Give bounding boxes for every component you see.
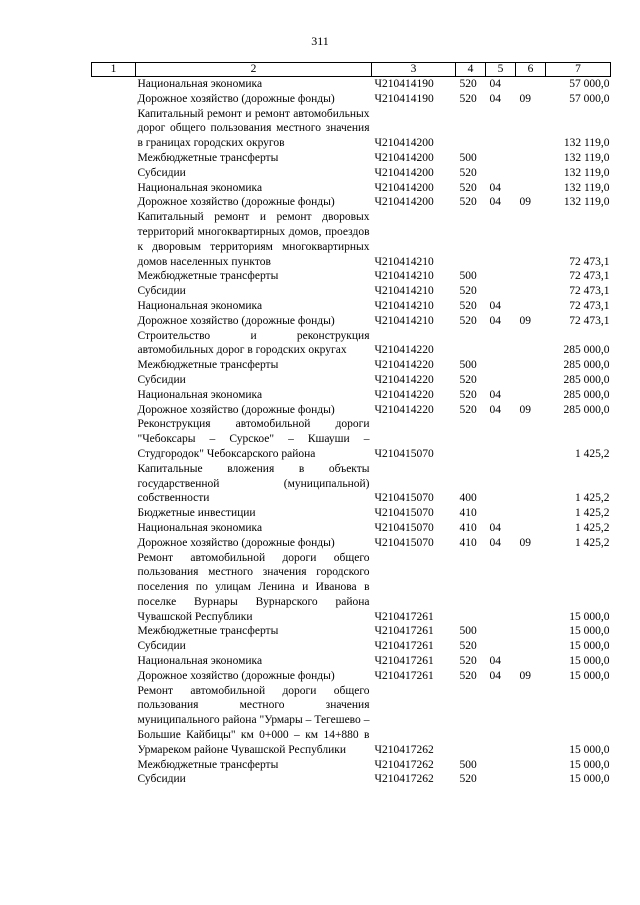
row-rz-cell — [486, 462, 516, 506]
row-pr-cell — [516, 521, 546, 536]
row-rz-cell: 04 — [489, 196, 501, 209]
table-row — [92, 624, 611, 639]
row-vr-cell: 520 — [459, 640, 477, 653]
row-code-cell: Ч210415070 — [374, 521, 434, 534]
row-number-cell — [92, 624, 136, 639]
table-row — [92, 195, 611, 210]
row-amount-cell: 72 473,1 — [569, 285, 610, 298]
row-pr-cell — [516, 654, 546, 669]
row-name-cell: Межбюджетные трансферты — [137, 270, 279, 283]
row-name-cell: Межбюджетные трансферты — [137, 151, 279, 164]
row-vr-cell: 500 — [459, 359, 477, 372]
row-rz-cell — [486, 151, 516, 166]
column-header-2: 2 — [136, 63, 372, 77]
table-row — [92, 269, 611, 284]
column-header-4: 4 — [456, 63, 486, 77]
row-code-cell: Ч210414210 — [374, 314, 434, 327]
row-number-cell — [92, 373, 136, 388]
row-pr-cell — [516, 77, 546, 92]
row-pr-cell — [516, 506, 546, 521]
row-vr-cell: 520 — [459, 285, 477, 298]
row-amount-cell: 285 000,0 — [563, 373, 610, 386]
table-row — [92, 107, 611, 151]
row-name-cell: Дорожное хозяйство (дорожные фонды) — [137, 403, 335, 416]
row-vr-cell: 520 — [459, 92, 477, 105]
row-name-cell: Межбюджетные трансферты — [137, 758, 279, 771]
row-number-cell — [92, 166, 136, 181]
row-rz-cell — [486, 624, 516, 639]
row-pr-cell: 09 — [519, 92, 531, 105]
column-header-1: 1 — [92, 63, 136, 77]
row-pr-cell: 09 — [519, 403, 531, 416]
row-amount-cell: 57 000,0 — [569, 92, 610, 105]
row-amount-cell: 15 000,0 — [569, 758, 610, 771]
row-amount-cell: 132 119,0 — [563, 196, 610, 209]
table-row — [92, 373, 611, 388]
row-name-cell: Национальная экономика — [137, 299, 263, 312]
row-pr-cell — [516, 210, 546, 269]
row-code-cell: Ч210417261 — [374, 669, 434, 682]
column-header-3: 3 — [372, 63, 456, 77]
row-code-cell: Ч210417262 — [374, 743, 434, 756]
row-name-cell: Дорожное хозяйство (дорожные фонды) — [137, 92, 335, 105]
row-code-cell: Ч210414200 — [374, 151, 434, 164]
row-name-cell: Национальная экономика — [137, 181, 263, 194]
table-row — [92, 299, 611, 314]
row-name-cell: Капитальный ремонт и ремонт дворовых территорий многоквартирных домов, проездов к дворовым территориям многоквартирных домов населенных пунктов — [137, 211, 370, 268]
row-vr-cell — [456, 417, 486, 461]
row-code-cell: Ч210414190 — [374, 78, 434, 90]
row-rz-cell: 04 — [489, 536, 501, 549]
row-code-cell: Ч210417261 — [374, 610, 434, 623]
row-name-cell: Национальная экономика — [137, 655, 263, 668]
row-pr-cell — [516, 388, 546, 403]
row-number-cell — [92, 151, 136, 166]
row-pr-cell: 09 — [519, 196, 531, 209]
table-row — [92, 462, 611, 506]
budget-table — [91, 62, 611, 787]
row-pr-cell — [516, 329, 546, 359]
row-name-cell: Ремонт автомобильной дороги общего пользования местного значения городского поселения по улицам Ленина и Иванова в поселке Вурнары Вурнарского района Чувашской Республики — [137, 551, 370, 623]
row-pr-cell — [516, 269, 546, 284]
row-vr-cell: 520 — [459, 196, 477, 209]
table-row — [92, 329, 611, 359]
row-code-cell: Ч210414210 — [374, 255, 434, 268]
row-pr-cell — [516, 358, 546, 373]
row-name-cell: Национальная экономика — [137, 78, 263, 90]
row-name-cell: Реконструкция автомобильной дороги "Чебоксары – Сурское" – Кшауши – Студгородок" Чебоксарского района — [137, 418, 370, 460]
row-number-cell — [92, 284, 136, 299]
row-vr-cell — [456, 329, 486, 359]
row-rz-cell — [486, 758, 516, 773]
row-vr-cell: 410 — [459, 521, 477, 534]
row-vr-cell: 520 — [459, 773, 477, 786]
row-rz-cell: 04 — [489, 314, 501, 327]
row-vr-cell: 520 — [459, 166, 477, 179]
row-rz-cell — [486, 107, 516, 151]
row-vr-cell — [456, 107, 486, 151]
row-rz-cell — [486, 772, 516, 787]
table-row — [92, 684, 611, 758]
table-row — [92, 92, 611, 107]
table-body — [92, 77, 611, 788]
row-rz-cell: 04 — [489, 521, 501, 534]
row-number-cell — [92, 107, 136, 151]
row-rz-cell: 04 — [489, 78, 501, 90]
row-pr-cell — [516, 551, 546, 625]
row-name-cell: Строительство и реконструкция автомобильных дорог в городских округах — [137, 329, 370, 357]
table-row — [92, 639, 611, 654]
row-vr-cell — [456, 210, 486, 269]
row-code-cell: Ч210415070 — [374, 507, 434, 520]
row-name-cell: Субсидии — [137, 166, 186, 179]
row-name-cell: Ремонт автомобильной дороги общего пользования местного значения муниципального района "Урмары – Тегешево – Большие Кайбицы" км 0+000 – км 14+880 в Урмареком районе Чувашской Республики — [137, 684, 370, 756]
row-pr-cell — [516, 758, 546, 773]
row-rz-cell: 04 — [489, 299, 501, 312]
row-vr-cell: 520 — [459, 181, 477, 194]
column-header-6: 6 — [516, 63, 546, 77]
row-rz-cell — [486, 329, 516, 359]
column-header-7: 7 — [546, 63, 611, 77]
table-row — [92, 358, 611, 373]
row-rz-cell: 04 — [489, 403, 501, 416]
row-amount-cell: 285 000,0 — [563, 388, 610, 401]
row-code-cell: Ч210414220 — [374, 359, 434, 372]
row-pr-cell: 09 — [519, 314, 531, 327]
row-vr-cell — [456, 684, 486, 758]
row-number-cell — [92, 299, 136, 314]
row-pr-cell — [516, 373, 546, 388]
row-code-cell: Ч210414190 — [374, 92, 434, 105]
row-code-cell: Ч210415070 — [374, 536, 434, 549]
row-pr-cell — [516, 684, 546, 758]
row-code-cell: Ч210415070 — [374, 492, 434, 505]
table-row — [92, 181, 611, 196]
row-name-cell: Национальная экономика — [137, 388, 263, 401]
row-vr-cell: 500 — [459, 625, 477, 638]
row-amount-cell: 1 425,2 — [575, 492, 610, 505]
row-rz-cell — [486, 506, 516, 521]
row-pr-cell — [516, 462, 546, 506]
row-number-cell — [92, 195, 136, 210]
row-number-cell — [92, 181, 136, 196]
row-vr-cell: 410 — [459, 507, 477, 520]
row-number-cell — [92, 417, 136, 461]
row-rz-cell — [486, 373, 516, 388]
row-amount-cell: 72 473,1 — [569, 314, 610, 327]
table-row — [92, 669, 611, 684]
table-row — [92, 654, 611, 669]
row-pr-cell — [516, 299, 546, 314]
table-row — [92, 314, 611, 329]
row-code-cell: Ч210414200 — [374, 196, 434, 209]
row-rz-cell — [486, 417, 516, 461]
row-amount-cell: 15 000,0 — [569, 669, 610, 682]
row-vr-cell: 520 — [459, 78, 477, 90]
row-amount-cell: 72 473,1 — [569, 299, 610, 312]
row-number-cell — [92, 506, 136, 521]
row-amount-cell: 132 119,0 — [563, 151, 610, 164]
row-code-cell: Ч210417261 — [374, 640, 434, 653]
row-number-cell — [92, 521, 136, 536]
row-vr-cell: 500 — [459, 151, 477, 164]
row-number-cell — [92, 92, 136, 107]
row-amount-cell: 57 000,0 — [569, 78, 610, 90]
row-pr-cell — [516, 166, 546, 181]
row-vr-cell: 500 — [459, 270, 477, 283]
page-number: 311 — [311, 34, 329, 48]
row-pr-cell — [516, 772, 546, 787]
table-row — [92, 521, 611, 536]
row-number-cell — [92, 210, 136, 269]
row-code-cell: Ч210414220 — [374, 388, 434, 401]
row-name-cell: Национальная экономика — [137, 521, 263, 534]
row-amount-cell: 132 119,0 — [563, 181, 610, 194]
row-amount-cell: 285 000,0 — [563, 403, 610, 416]
row-amount-cell: 15 000,0 — [569, 610, 610, 623]
row-name-cell: Субсидии — [137, 773, 186, 786]
row-pr-cell — [516, 151, 546, 166]
row-amount-cell: 1 425,2 — [575, 507, 610, 520]
row-amount-cell: 72 473,1 — [569, 255, 610, 268]
row-name-cell: Капитальный ремонт и ремонт автомобильных дорог общего пользования местного значения в границах городских округов — [137, 107, 370, 150]
row-rz-cell: 04 — [489, 92, 501, 105]
row-amount-cell: 1 425,2 — [575, 521, 610, 534]
row-code-cell: Ч210414210 — [374, 285, 434, 298]
row-name-cell: Бюджетные инвестиции — [137, 507, 256, 520]
row-number-cell — [92, 314, 136, 329]
row-name-cell: Субсидии — [137, 373, 186, 386]
row-name-cell: Субсидии — [137, 285, 186, 298]
row-name-cell: Субсидии — [137, 640, 186, 653]
row-vr-cell: 500 — [459, 758, 477, 771]
table-row — [92, 284, 611, 299]
row-code-cell: Ч210417262 — [374, 758, 434, 771]
row-number-cell — [92, 684, 136, 758]
row-vr-cell: 520 — [459, 388, 477, 401]
row-number-cell — [92, 536, 136, 551]
table-row — [92, 772, 611, 787]
table-row — [92, 77, 611, 92]
row-number-cell — [92, 669, 136, 684]
table-row — [92, 151, 611, 166]
row-amount-cell: 132 119,0 — [563, 166, 610, 179]
row-rz-cell — [486, 166, 516, 181]
row-pr-cell — [516, 181, 546, 196]
row-code-cell: Ч210414210 — [374, 270, 434, 283]
row-number-cell — [92, 77, 136, 92]
row-amount-cell: 132 119,0 — [563, 137, 610, 150]
row-number-cell — [92, 654, 136, 669]
table-row — [92, 551, 611, 625]
row-name-cell: Межбюджетные трансферты — [137, 359, 279, 372]
row-name-cell: Капитальные вложения в объекты государственной (муниципальной) собственности — [137, 462, 370, 505]
column-header-5: 5 — [486, 63, 516, 77]
row-vr-cell: 520 — [459, 299, 477, 312]
row-amount-cell: 15 000,0 — [569, 773, 610, 786]
row-code-cell: Ч210415070 — [374, 447, 434, 460]
row-name-cell: Дорожное хозяйство (дорожные фонды) — [137, 196, 335, 209]
row-pr-cell — [516, 107, 546, 151]
row-rz-cell — [486, 269, 516, 284]
row-vr-cell: 520 — [459, 669, 477, 682]
table-row — [92, 210, 611, 269]
row-vr-cell: 400 — [459, 492, 477, 505]
row-amount-cell: 15 000,0 — [569, 655, 610, 668]
row-rz-cell — [486, 284, 516, 299]
row-vr-cell: 520 — [459, 655, 477, 668]
row-amount-cell: 1 425,2 — [575, 536, 610, 549]
row-number-cell — [92, 551, 136, 625]
column-number-header — [92, 63, 611, 77]
row-number-cell — [92, 772, 136, 787]
row-amount-cell: 15 000,0 — [569, 640, 610, 653]
row-number-cell — [92, 758, 136, 773]
row-code-cell: Ч210414200 — [374, 166, 434, 179]
row-code-cell: Ч210417261 — [374, 655, 434, 668]
row-code-cell: Ч210414220 — [374, 403, 434, 416]
row-vr-cell: 520 — [459, 373, 477, 386]
row-number-cell — [92, 462, 136, 506]
row-vr-cell: 520 — [459, 403, 477, 416]
row-code-cell: Ч210414210 — [374, 299, 434, 312]
table-row — [92, 417, 611, 461]
row-amount-cell: 15 000,0 — [569, 625, 610, 638]
row-amount-cell: 285 000,0 — [563, 359, 610, 372]
row-number-cell — [92, 388, 136, 403]
row-amount-cell: 15 000,0 — [569, 743, 610, 756]
row-rz-cell — [486, 358, 516, 373]
row-amount-cell: 1 425,2 — [575, 447, 610, 460]
row-name-cell: Дорожное хозяйство (дорожные фонды) — [137, 669, 335, 682]
row-rz-cell — [486, 210, 516, 269]
row-number-cell — [92, 403, 136, 418]
table-row — [92, 506, 611, 521]
row-pr-cell: 09 — [519, 669, 531, 682]
table-row — [92, 388, 611, 403]
row-amount-cell: 285 000,0 — [563, 344, 610, 357]
row-name-cell: Дорожное хозяйство (дорожные фонды) — [137, 536, 335, 549]
row-rz-cell — [486, 639, 516, 654]
row-code-cell: Ч210414200 — [374, 181, 434, 194]
row-code-cell: Ч210414220 — [374, 373, 434, 386]
row-vr-cell: 410 — [459, 536, 477, 549]
row-amount-cell: 72 473,1 — [569, 270, 610, 283]
table-row — [92, 403, 611, 418]
row-rz-cell — [486, 551, 516, 625]
row-pr-cell: 09 — [519, 536, 531, 549]
row-name-cell: Дорожное хозяйство (дорожные фонды) — [137, 314, 335, 327]
row-rz-cell — [486, 684, 516, 758]
table-row — [92, 536, 611, 551]
row-pr-cell — [516, 284, 546, 299]
row-number-cell — [92, 269, 136, 284]
row-pr-cell — [516, 639, 546, 654]
row-vr-cell: 520 — [459, 314, 477, 327]
row-vr-cell — [456, 551, 486, 625]
table-row — [92, 758, 611, 773]
row-code-cell: Ч210414200 — [374, 137, 434, 150]
row-code-cell: Ч210417261 — [374, 625, 434, 638]
row-code-cell: Ч210417262 — [374, 773, 434, 786]
row-rz-cell: 04 — [489, 669, 501, 682]
row-rz-cell: 04 — [489, 655, 501, 668]
row-name-cell: Межбюджетные трансферты — [137, 625, 279, 638]
row-rz-cell: 04 — [489, 181, 501, 194]
row-number-cell — [92, 329, 136, 359]
row-pr-cell — [516, 417, 546, 461]
row-code-cell: Ч210414220 — [374, 344, 434, 357]
row-number-cell — [92, 358, 136, 373]
row-number-cell — [92, 639, 136, 654]
table-row — [92, 166, 611, 181]
row-pr-cell — [516, 624, 546, 639]
row-rz-cell: 04 — [489, 388, 501, 401]
